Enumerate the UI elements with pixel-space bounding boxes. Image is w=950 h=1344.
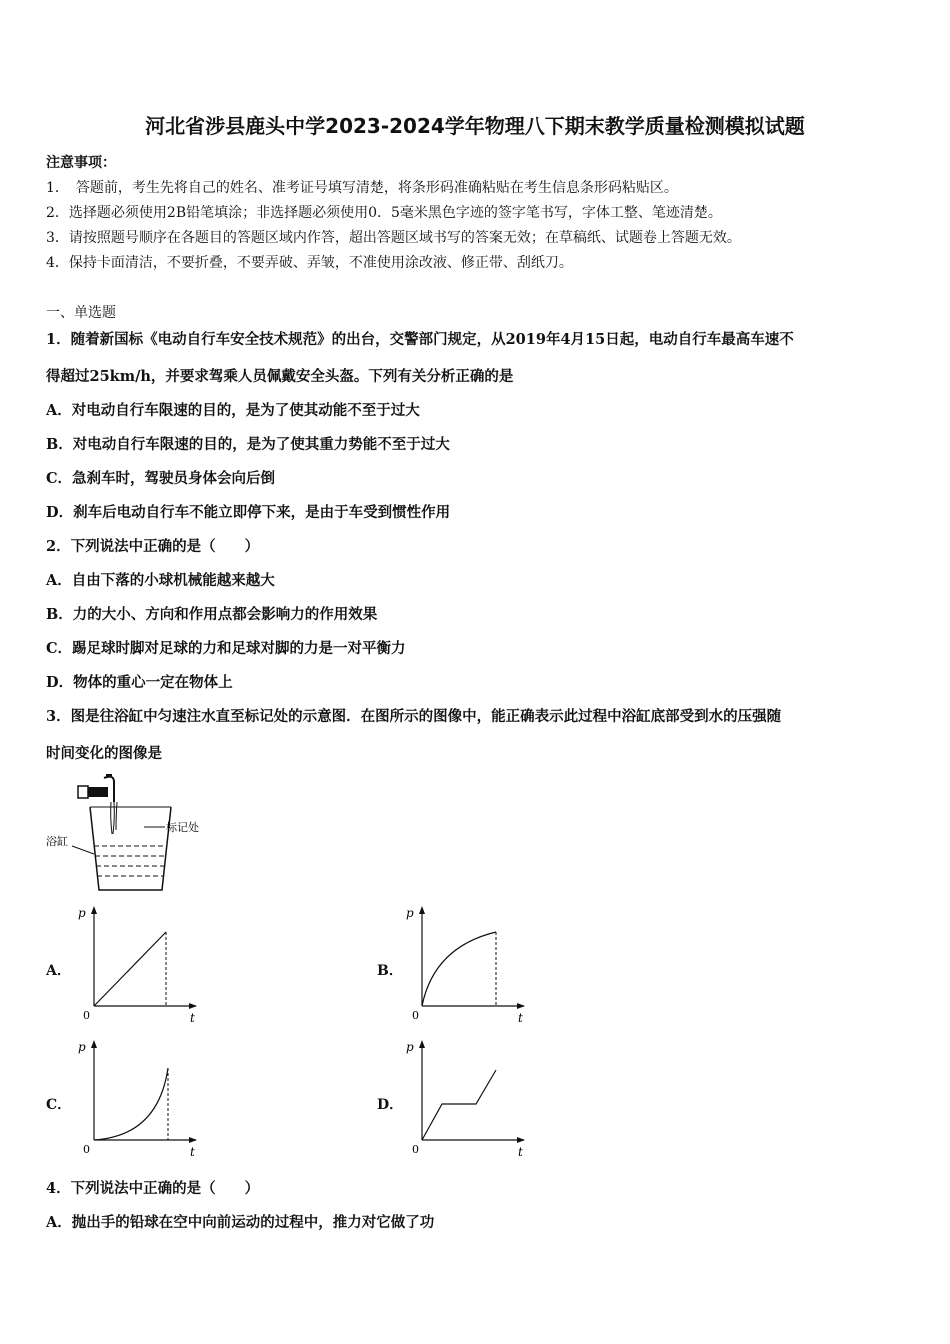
q4-stem: 4．下列说法中正确的是（ ） [46, 1180, 260, 1197]
origin-label: 0 [83, 1009, 90, 1022]
q2-stem: 2．下列说法中正确的是（ ） [46, 538, 260, 555]
q4-option-a: A．抛出手的铅球在空中向前运动的过程中，推力对它做了功 [46, 1214, 435, 1231]
q3-option-b-label: B． [377, 963, 403, 979]
page-title: 河北省涉县鹿头中学2023-2024学年物理八下期末教学质量检测模拟试题 [145, 114, 805, 138]
x-axis-label: t [518, 1145, 523, 1159]
x-axis-label: t [518, 1011, 523, 1025]
q3-graph-d [404, 1036, 534, 1160]
q2-option-d: D．物体的重心一定在物体上 [46, 674, 233, 691]
q1-option-c: C．急刹车时，驾驶员身体会向后倒 [46, 470, 276, 487]
q3-stem-line2: 时间变化的图像是 [46, 745, 162, 762]
q1-option-a: A．对电动自行车限速的目的，是为了使其动能不至于过大 [46, 402, 420, 419]
x-axis-label: t [190, 1145, 195, 1159]
notice-item: 2．选择题必须使用2B铅笔填涂；非选择题必须使用0．5毫米黑色字迹的签字笔书写，字体工整、笔迹清楚。 [46, 205, 722, 221]
tub-label: 浴缸 [46, 835, 68, 848]
origin-label: 0 [412, 1009, 419, 1022]
q1-option-d: D．刹车后电动自行车不能立即停下来，是由于车受到惯性作用 [46, 504, 451, 521]
y-axis-label: p [406, 1040, 414, 1054]
notice-item: 1． 答题前，考生先将自己的姓名、准考证号填写清楚，将条形码准确粘贴在考生信息条形码粘贴区。 [46, 180, 678, 196]
q2-option-c: C．踢足球时脚对足球的力和足球对脚的力是一对平衡力 [46, 640, 406, 657]
y-axis-label: p [406, 906, 414, 920]
q3-option-a-label: A． [46, 963, 71, 979]
bathtub-figure [44, 772, 224, 894]
q3-graph-b [404, 902, 534, 1026]
notice-item: 3．请按照题号顺序在各题目的答题区域内作答，超出答题区域书写的答案无效；在草稿纸、试题卷上答题无效。 [46, 230, 741, 246]
origin-label: 0 [83, 1143, 90, 1156]
origin-label: 0 [412, 1143, 419, 1156]
x-axis-label: t [190, 1011, 195, 1025]
section-heading: 一、单选题 [46, 305, 116, 321]
notice-heading: 注意事项： [46, 155, 116, 171]
q1-stem-line1: 1．随着新国标《电动自行车安全技术规范》的出台，交警部门规定，从2019年4月15日起，电动自行车最高车速不 [46, 331, 794, 348]
q3-graph-a [78, 902, 208, 1026]
q1-option-b: B．对电动自行车限速的目的，是为了使其重力势能不至于过大 [46, 436, 450, 453]
q3-graph-c [78, 1036, 208, 1160]
y-axis-label: p [78, 1040, 86, 1054]
q1-stem-line2: 得超过25km/h，并要求驾乘人员佩戴安全头盔。下列有关分析正确的是 [46, 368, 514, 385]
q3-stem-line1: 3．图是往浴缸中匀速注水直至标记处的示意图．在图所示的图像中，能正确表示此过程中浴缸底部受到水的压强随 [46, 708, 782, 725]
notice-item: 4．保持卡面清洁，不要折叠，不要弄破、弄皱，不准使用涂改液、修正带、刮纸刀。 [46, 255, 573, 271]
q2-option-a: A．自由下落的小球机械能越来越大 [46, 572, 275, 589]
q2-option-b: B．力的大小、方向和作用点都会影响力的作用效果 [46, 606, 378, 623]
q3-option-c-label: C． [46, 1097, 72, 1113]
y-axis-label: p [78, 906, 86, 920]
q3-option-d-label: D． [377, 1097, 404, 1113]
mark-label: 标记处 [166, 821, 199, 834]
